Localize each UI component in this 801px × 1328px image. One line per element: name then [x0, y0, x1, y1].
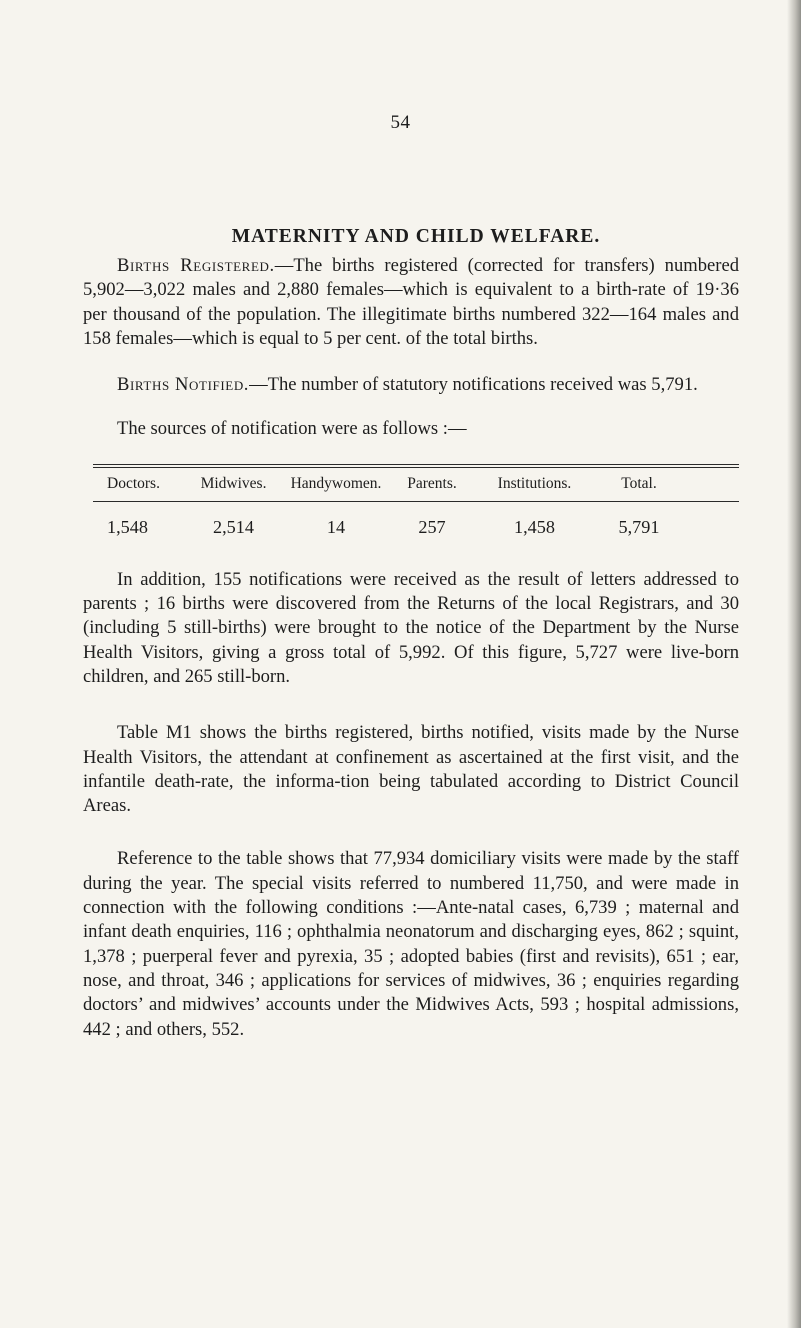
value-handywomen: 14 — [326, 516, 346, 537]
header-total: Total. — [621, 474, 657, 492]
table-header-row — [93, 468, 739, 501]
table-m1-paragraph: Table M1 shows the births registered, births notified, visits made by the Nurse Health Visitors, the attendant at confinement as ascertained at the first visit, and the infantile death-rate, the informa-tion being tabulated according to District Council Areas. — [83, 722, 739, 817]
header-institutions: Institutions. — [497, 474, 572, 492]
additional-notifications-paragraph: In addition, 155 notifications were received as the result of letters addressed to parents ; 16 births were discovered from the Returns of the local Registrars, and 30 (including 5 still-births) were brought to the notice of the Department by the Nurse Health Visitors, giving a gross total of 5,992. Of this figure, 5,727 were live-born children, and 265 still-born. — [83, 568, 739, 687]
page-number: 54 — [390, 112, 411, 133]
births-registered-heading: Births Registered. — [117, 255, 275, 276]
header-midwives: Midwives. — [200, 474, 267, 492]
births-notified-heading: Births Notified. — [117, 374, 250, 396]
domiciliary-visits-paragraph: Reference to the table shows that 77,934 domiciliary visits were made by the staff during the year. The special visits referred to numbered 11,750, and were made in connection with the following conditions :—Ante-natal cases, 6,739 ; maternal and infant death enquiries, 116 ; ophthalmia neonatorum and discharging eyes, 862 ; squint, 1,378 ; puerperal fever and pyrexia, 35 ; adopted babies (first and revisits), 651 ; ear, nose, and throat, 346 ; applications for services of midwives, 36 ; enquiries regarding doctors’ and midwives’ accounts under the Midwives Acts, 593 ; hospital admissions, 442 ; and others, 552. — [83, 848, 739, 1040]
header-doctors: Doctors. — [107, 474, 160, 492]
value-doctors: 1,548 — [107, 516, 148, 537]
header-parents: Parents. — [407, 474, 457, 492]
value-total: 5,791 — [618, 516, 660, 537]
value-midwives: 2,514 — [213, 516, 254, 537]
document-body — [83, 226, 739, 1042]
section-title: MATERNITY AND CHILD WELFARE. — [231, 226, 601, 247]
value-parents: 257 — [418, 516, 446, 537]
notification-sources-table — [83, 464, 739, 542]
births-registered-text: —The births registered (corrected for transfers) numbered 5,902—3,022 males and 2,880 females—which is equivalent to a birth-rate of 19·36 per thousand of the population. The illegitimate births numbered 322—164 males and 158 females—which is equal to 5 per cent. of the total births. — [83, 255, 739, 349]
births-registered-paragraph — [83, 254, 739, 351]
sources-intro: The sources of notification were as follows :— — [117, 418, 467, 440]
births-notified-paragraph — [83, 373, 739, 397]
page-edge-shadow — [787, 0, 801, 1328]
header-handywomen: Handywomen. — [290, 474, 382, 492]
value-institutions: 1,458 — [514, 516, 555, 537]
births-notified-text: —The number of statutory notifications received was 5,791. — [249, 374, 698, 396]
table-row — [93, 502, 739, 542]
